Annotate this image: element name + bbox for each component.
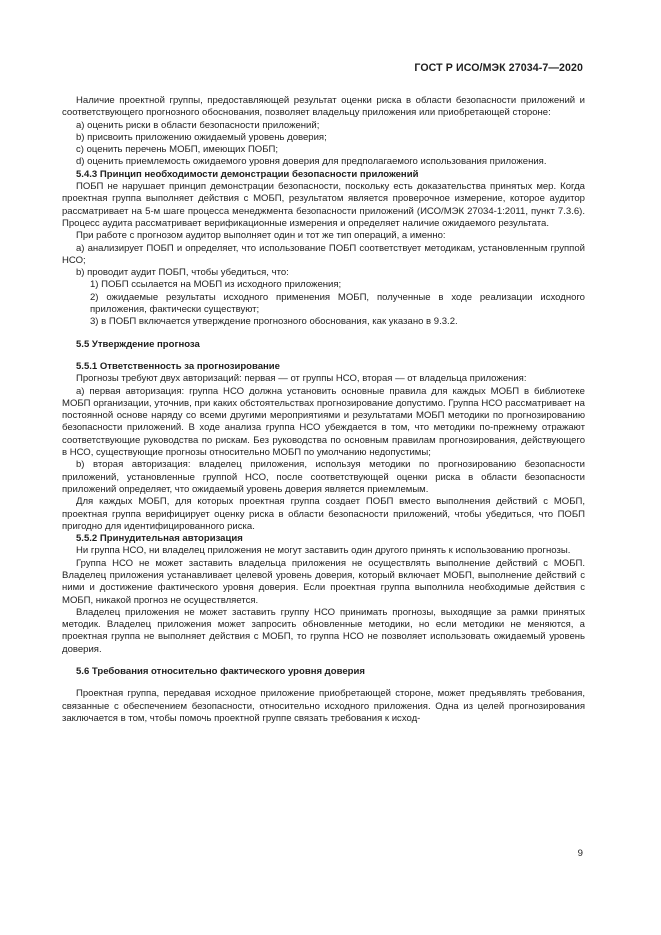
page-number: 9	[577, 848, 583, 859]
paragraph: При работе с прогнозом аудитор выполняет один и тот же тип операций, а именно:	[76, 230, 446, 242]
paragraph: Владелец приложения не может заставить группу НСО принимать прогнозы, выходящие за рамки принятых методик. Владелец приложения может запросить обновленные методики, но если методики не меняются, а проектная группа не выполняет действия с МОБП, то группа НСО не позволяет использовать ожидаемый уровень доверия.	[62, 606, 585, 655]
list-item: c) оценить перечень МОБП, имеющих ПОБП;	[76, 144, 279, 156]
subsection-heading: 5.5.1 Ответственность за прогнозирование	[76, 360, 280, 372]
paragraph: Группа НСО не может заставить владельца приложения не осуществлять выполнение действий с МОБП. Владелец приложения устанавливает целевой уровень доверия, который включает МОБП, выполнение действий с ними и достижение фактического уровня доверия. Если проектная группа выполнила необходимые действия с МОБП, никакой прогноз не осуществляется.	[62, 557, 585, 606]
paragraph: Для каждых МОБП, для которых проектная группа создает ПОБП вместо выполнения действий с МОБП, проектная группа верифицирует оценку риска в области безопасности приложений, чтобы убедиться, что ПОБП пригодно для идентифицированного риска.	[62, 496, 585, 532]
document-body	[62, 95, 585, 725]
list-item: а) анализирует ПОБП и определяет, что использование ПОБП соответствует методикам, установленным группой НСО;	[62, 242, 585, 266]
section-heading: 5.5 Утверждение прогноза	[76, 338, 200, 350]
paragraph: Наличие проектной группы, предоставляющей результат оценки риска в области безопасности приложений и соответствующего прогнозного обоснования, позволяет владельцу приложения или приобретающей стороне:	[62, 95, 585, 119]
paragraph: Прогнозы требуют двух авторизаций: первая — от группы НСО, вторая — от владельца приложения:	[76, 373, 527, 385]
subsection-heading: 5.4.3 Принцип необходимости демонстрации безопасности приложений	[76, 168, 419, 180]
document-header-code: ГОСТ Р ИСО/МЭК 27034-7—2020	[414, 62, 583, 74]
list-item: а) первая авторизация: группа НСО должна установить основные правила для каждых МОБП в библиотеке МОБП организации, уточнив, при каких обстоятельствах прогнозирование допустимо. Группа НСО рассматривает на постоянной основе наряду со всеми другими мероприятиями и результатами МОБП методики по прогнозированию безопасности приложений. В ходе анализа группа НСО убеждается в том, что методики по-прежнему отражают соответствующие руководства по рискам. Без руководства по основным правилам прогнозирования, действующего в НСО, существующие прогнозы относительно МОБП по умолчанию недопустимы;	[62, 385, 585, 459]
sub-list-item: 2) ожидаемые результаты исходного применения МОБП, полученные в ходе реализации исходного приложения, фактически существуют;	[90, 291, 585, 316]
list-item: d) оценить приемлемость ожидаемого уровня доверия для предполагаемого использования приложения.	[76, 156, 547, 168]
subsection-heading: 5.5.2 Принудительная авторизация	[76, 533, 243, 545]
sub-list-item: 1) ПОБП ссылается на МОБП из исходного приложения;	[90, 279, 342, 291]
paragraph: Проектная группа, передавая исходное приложение приобретающей стороне, может предъявлять требования, связанные с обеспечением безопасности, относительно исходного приложения. Одна из целей прогнозирования заключается в том, чтобы помочь проектной группе связать требования к исход-	[62, 688, 585, 724]
section-heading: 5.6 Требования относительно фактического уровня доверия	[76, 666, 365, 678]
section-spacer	[62, 329, 585, 339]
paragraph: Ни группа НСО, ни владелец приложения не могут заставить один другого принять к использованию прогнозы.	[76, 545, 571, 557]
list-item: а) оценить риски в области безопасности приложений;	[76, 119, 320, 131]
list-item: b) присвоить приложению ожидаемый уровень доверия;	[76, 131, 327, 143]
list-item: b) проводит аудит ПОБП, чтобы убедиться, что:	[76, 267, 289, 279]
paragraph: ПОБП не нарушает принцип демонстрации безопасности, поскольку есть доказательства принятых мер. Когда проектная группа выполняет действия с МОБП, результатом является проверочное измерение, которое аудитор рассматривает на 5-м шаге процесса менеджмента безопасности приложений (ИСО/МЭК 27034-1:2011, пункт 7.3.6). Процесс аудита рассматривает верификационные измерения и определяет наличие ожидаемого результата.	[62, 181, 585, 229]
sub-list-item: 3) в ПОБП включается утверждение прогнозного обоснования, как указано в 9.3.2.	[90, 316, 458, 328]
list-item: b) вторая авторизация: владелец приложения, используя методики по прогнозированию безопасности приложений, установленные группой НСО, после соответствующей оценки риска в области безопасности приложений определяет, что ожидаемый уровень доверия является приемлемым.	[62, 459, 585, 495]
section-spacer	[62, 678, 585, 688]
section-spacer	[62, 656, 585, 666]
section-spacer	[62, 351, 585, 361]
